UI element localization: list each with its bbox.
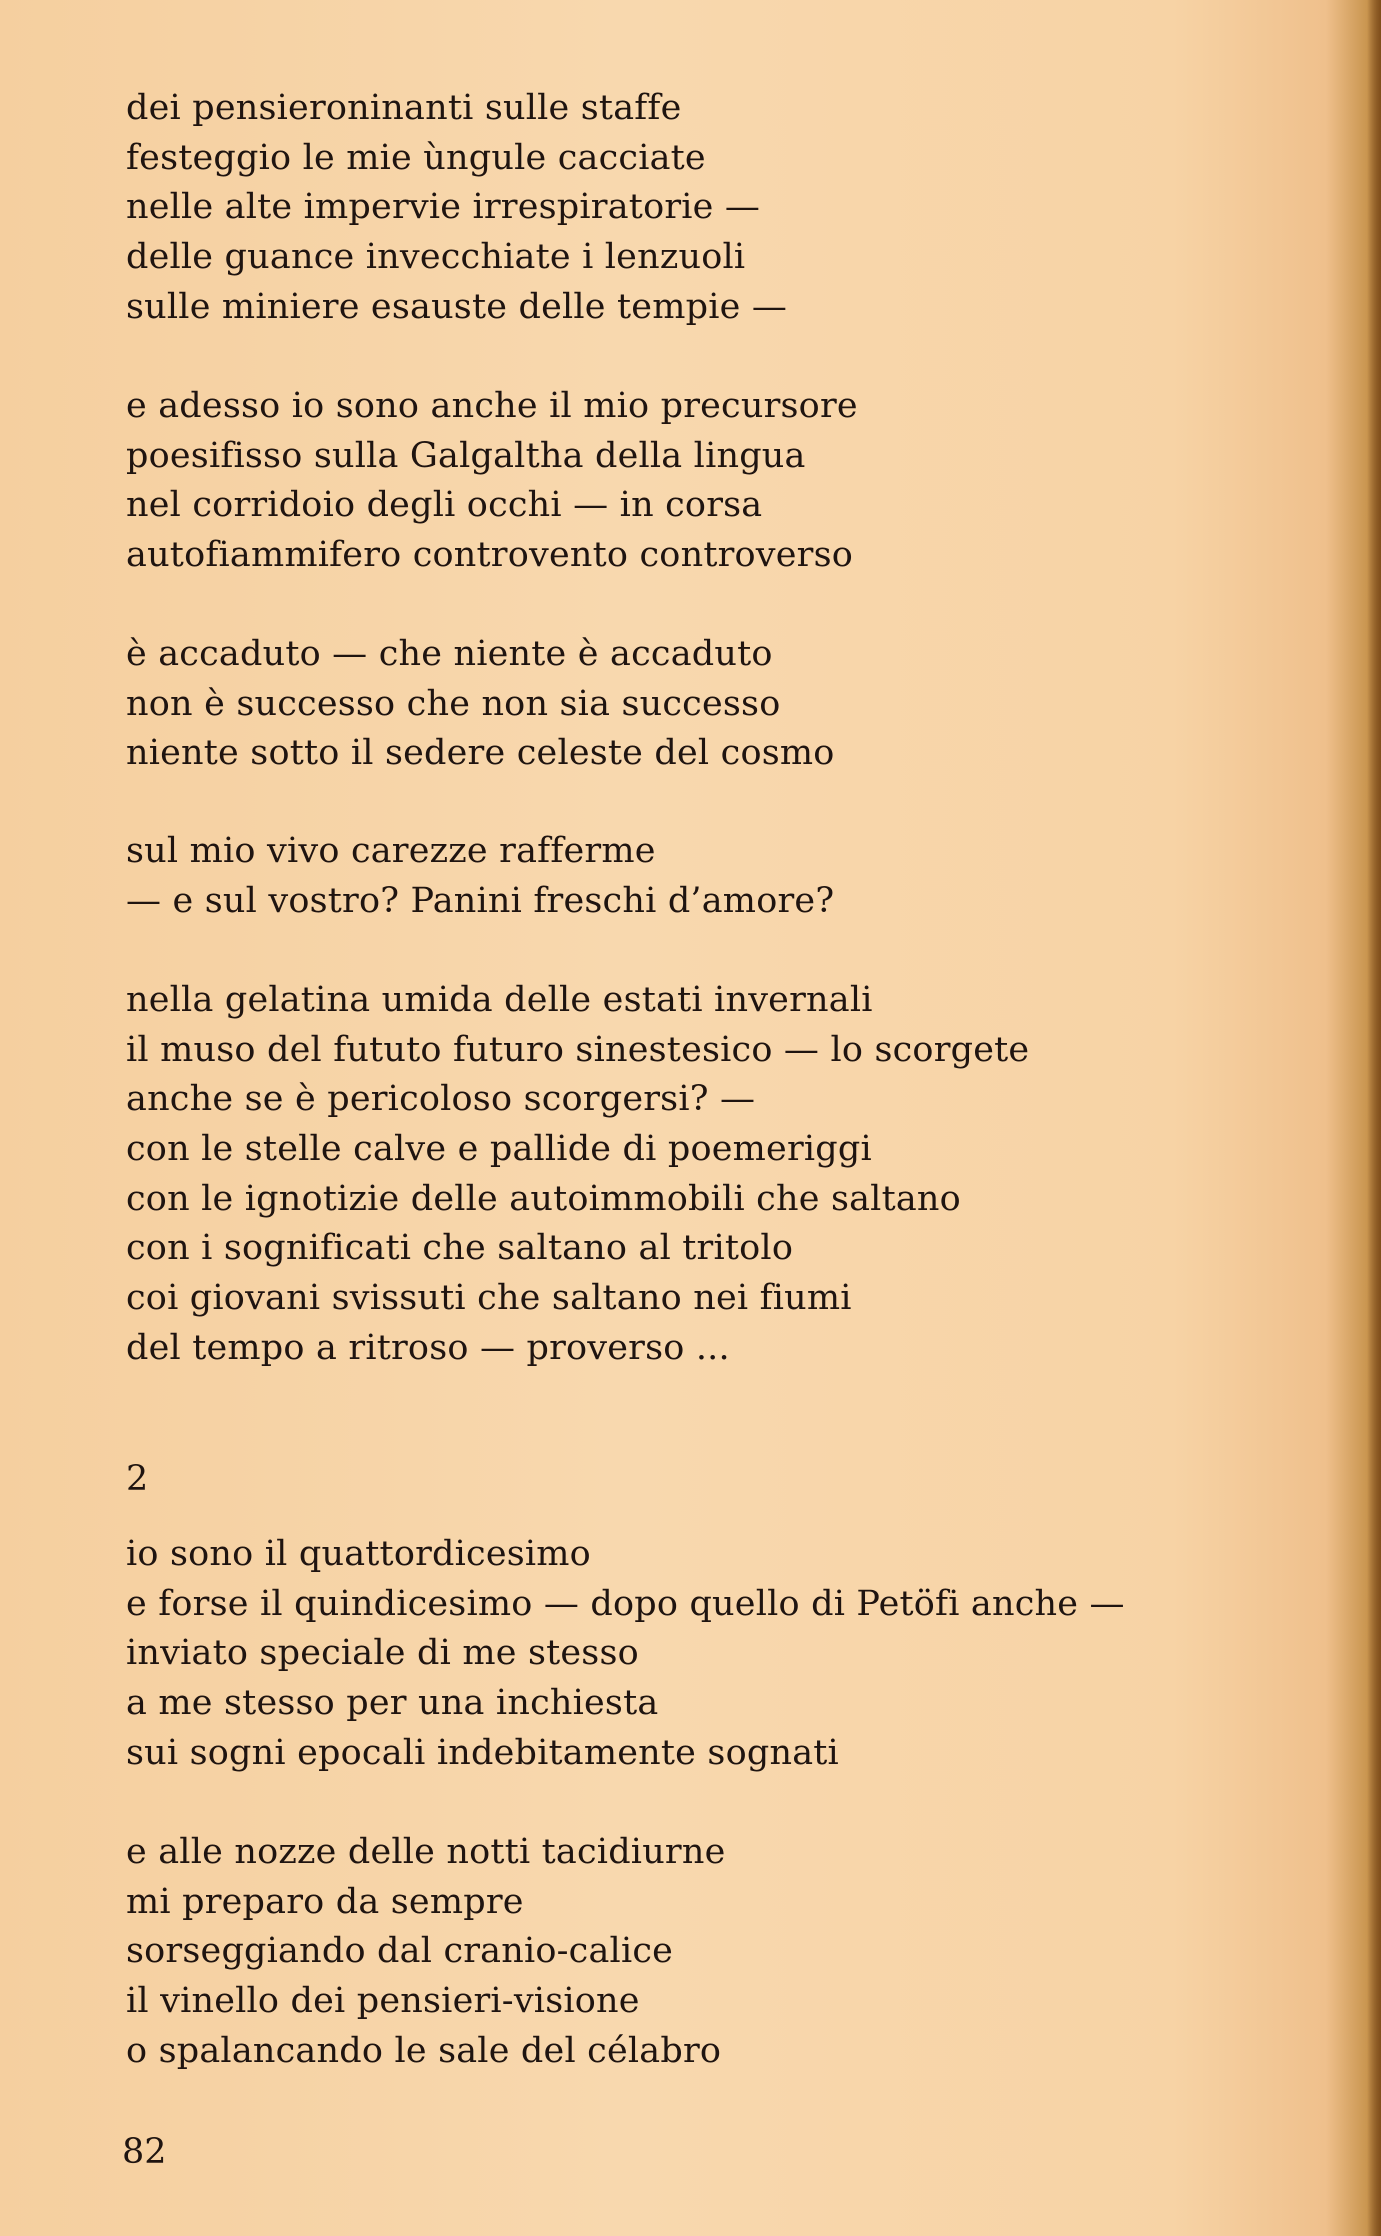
page-edge-shadow bbox=[1367, 0, 1381, 2236]
poem-line: coi giovani svissuti che saltano nei fiumi bbox=[126, 1278, 852, 1319]
poem-line: autofiammifero controvento controverso bbox=[126, 535, 854, 576]
poem-line: nel corridoio degli occhi — in corsa bbox=[126, 485, 763, 526]
poem-line: e alle nozze delle notti tacidiurne bbox=[126, 1832, 726, 1872]
poem-line: nella gelatina umida delle estati invernali bbox=[126, 980, 873, 1020]
poem-line: a me stesso per una inchiesta bbox=[126, 1683, 659, 1724]
poem-line: poesifisso sulla Galgaltha della lingua bbox=[126, 435, 806, 476]
poem-line: dei pensieroninanti sulle staffe bbox=[126, 88, 682, 128]
poem-line: niente sotto il sedere celeste del cosmo bbox=[126, 733, 835, 774]
poem-line: sui sogni epocali indebitamente sognati bbox=[126, 1732, 839, 1773]
poem-line: è accaduto — che niente è accaduto bbox=[126, 634, 773, 674]
section-number: 2 bbox=[126, 1459, 149, 1499]
poem-line: il muso del fututo futuro sinestesico — lo scorgete bbox=[126, 1029, 1030, 1070]
poem-line: con le stelle calve e pallide di poemeriggi bbox=[126, 1129, 872, 1170]
poem-line: nelle alte impervie irrespiratorie — bbox=[126, 187, 761, 228]
poem-line: sulle miniere esauste delle tempie — bbox=[126, 286, 788, 327]
stanza-1 bbox=[126, 84, 787, 332]
stanza-5 bbox=[126, 976, 1029, 1374]
poem-line: del tempo a ritroso — proverso ... bbox=[126, 1327, 730, 1368]
poem-line: festeggio le mie ùngule cacciate bbox=[126, 137, 706, 178]
stanza-6 bbox=[126, 1530, 1125, 1778]
poem-line: anche se è pericoloso scorgersi? — bbox=[126, 1079, 756, 1120]
page-number: 82 bbox=[122, 2132, 167, 2172]
poem-line: non è successo che non sia successo bbox=[126, 683, 781, 724]
poem-line: e adesso io sono anche il mio precursore bbox=[126, 386, 858, 426]
poem-line: mi preparo da sempre bbox=[126, 1881, 524, 1922]
poem-line: o spalancando le sale del célabro bbox=[126, 2030, 722, 2071]
stanza-2 bbox=[126, 382, 858, 581]
poem-line: — e sul vostro? Panini freschi d’amore? bbox=[126, 880, 835, 921]
poem-line: e forse il quindicesimo — dopo quello di Petöfi anche — bbox=[126, 1583, 1125, 1624]
poem-line: sorseggiando dal cranio-calice bbox=[126, 1931, 674, 1972]
stanza-3 bbox=[126, 630, 835, 779]
stanza-7 bbox=[126, 1828, 726, 2076]
poem-line: con i sognificati che saltano al tritolo bbox=[126, 1228, 794, 1269]
poem-line: con le ignotizie delle autoimmobili che saltano bbox=[126, 1178, 961, 1219]
poem-line: inviato speciale di me stesso bbox=[126, 1633, 639, 1674]
poem-line: io sono il quattordicesimo bbox=[126, 1534, 591, 1574]
poem-line: sul mio vivo carezze rafferme bbox=[126, 831, 656, 871]
poem-line: il vinello dei pensieri-visione bbox=[126, 1981, 640, 2022]
stanza-4 bbox=[126, 827, 834, 926]
poem-line: delle guance invecchiate i lenzuoli bbox=[126, 237, 746, 278]
